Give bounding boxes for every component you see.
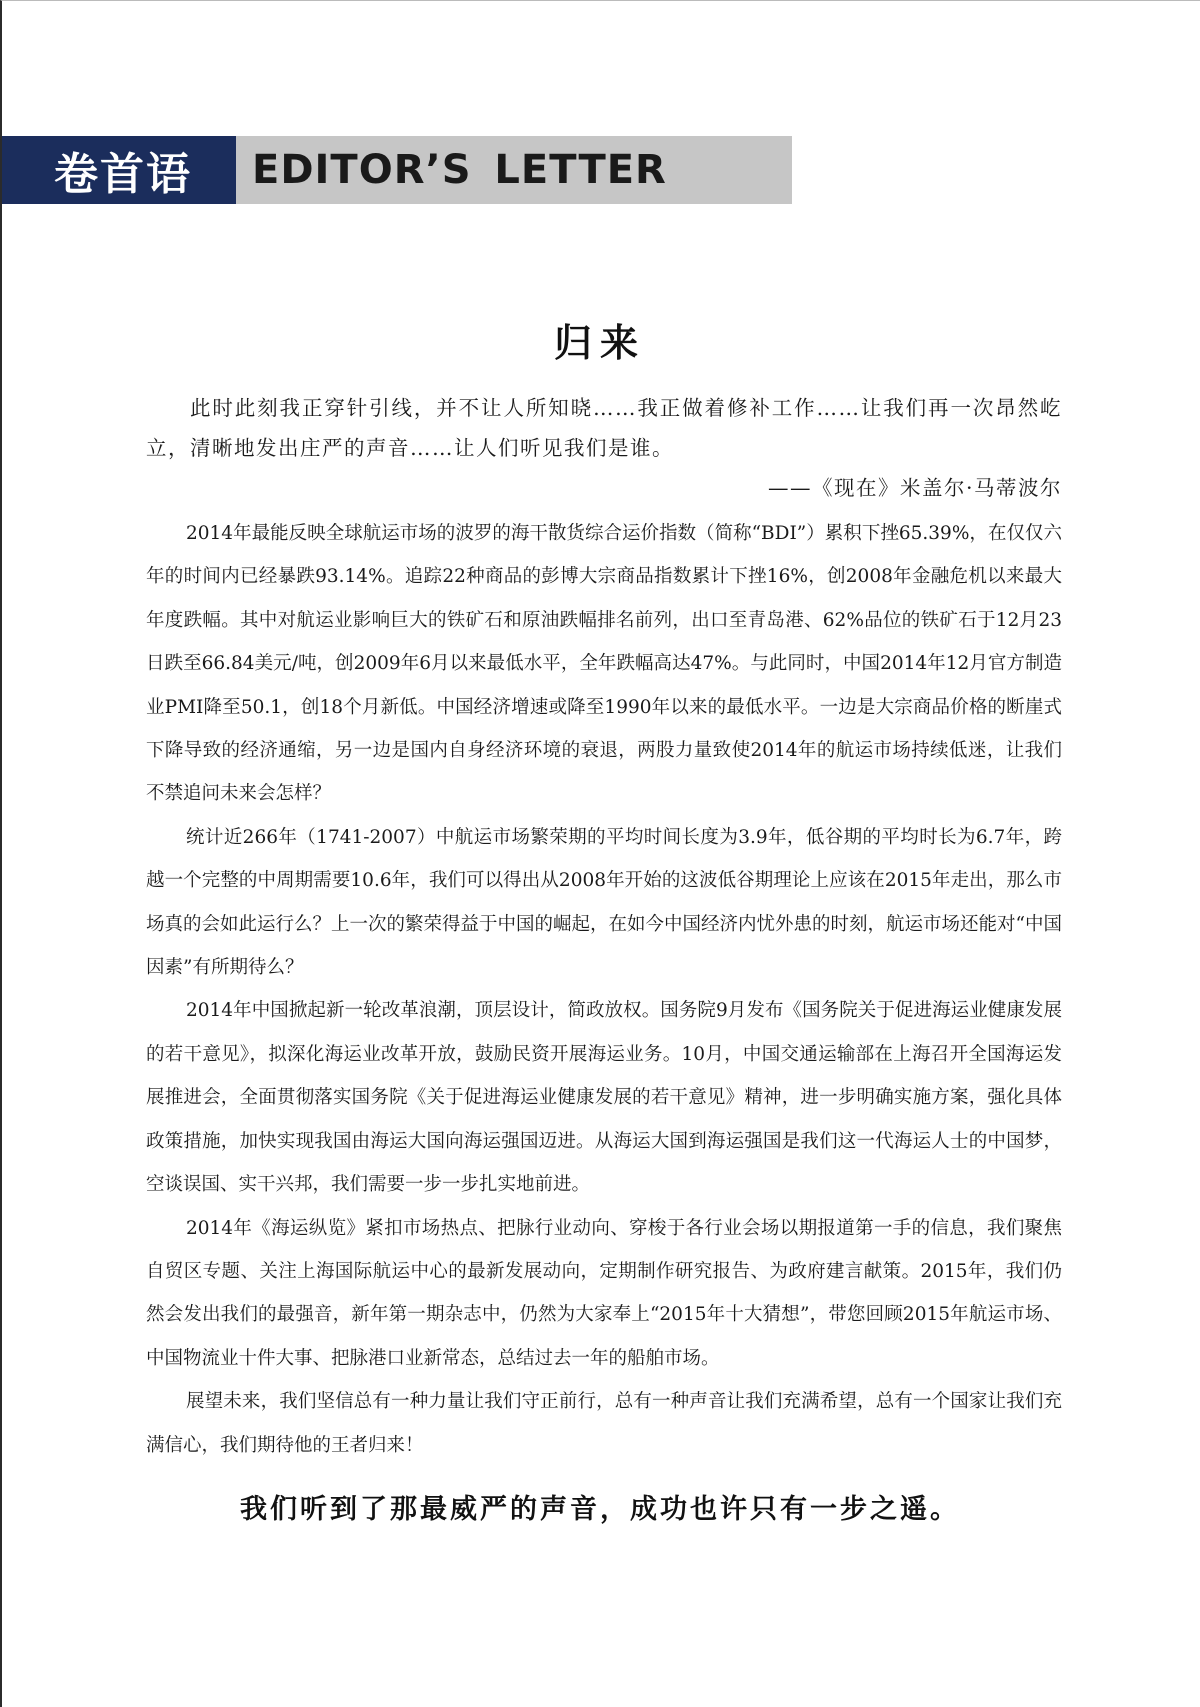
- section-label-cn-block: [2, 136, 236, 204]
- body-paragraph-3: 2014年中国掀起新一轮改革浪潮，顶层设计，简政放权。国务院9月发布《国务院关于促进海运业健康发展的若干意见》，拟深化海运业改革开放，鼓励民资开展海运业务。10月，中国交通运输部在上海召开全国海运发展推进会，全面贯彻落实国务院《关于促进海运业健康发展的若干意见》精神，进一步明确实施方案，强化具体政策措施，加快实现我国由海运大国向海运强国迈进。从海运大国到海运强国是我们这一代海运人士的中国梦，空谈误国、实干兴邦，我们需要一步一步扎实地前进。: [146, 1000, 1062, 1196]
- section-label-cn: 卷首语: [54, 149, 192, 200]
- body-paragraph-4: 2014年《海运纵览》紧扣市场热点、把脉行业动向、穿梭于各行业会场以期报道第一手的信息，我们聚焦自贸区专题、关注上海国际航运中心的最新发展动向，定期制作研究报告、为政府建言献策。2015年，我们仍然会发出我们的最强音，新年第一期杂志中，仍然为大家奉上“2015年十大猜想”，带您回顾2015年航运市场、中国物流业十件大事、把脉港口业新常态，总结过去一年的船舶市场。: [146, 1217, 1062, 1369]
- epigraph: 此时此刻我正穿针引线，并不让人所知晓……我正做着修补工作……让我们再一次昂然屹立，清晰地发出庄严的声音……让人们听见我们是谁。: [146, 396, 1062, 460]
- body-paragraph-5: 展望未来，我们坚信总有一种力量让我们守正前行，总有一种声音让我们充满希望，总有一个国家让我们充满信心，我们期待他的王者归来！: [146, 1391, 1062, 1456]
- section-label-en-block: [236, 136, 792, 204]
- body-paragraph-1: 2014年最能反映全球航运市场的波罗的海干散货综合运价指数（简称“BDI”）累积下挫65.39%，在仅仅六年的时间内已经暴跌93.14%。追踪22种商品的彭博大宗商品指数累计下挫16%，创2008年金融危机以来最大年度跌幅。其中对航运业影响巨大的铁矿石和原油跌幅排名前列，出口至青岛港、62%品位的铁矿石于12月23日跌至66.84美元/吨，创2009年6月以来最低水平，全年跌幅高达47%。与此同时，中国2014年12月官方制造业PMI降至50.1，创18个月新低。中国经济增速或降至1990年以来的最低水平。一边是大宗商品价格的断崖式下降导致的经济通缩，另一边是国内自身经济环境的衰退，两股力量致使2014年的航运市场持续低迷，让我们不禁追问未来会怎样？: [146, 523, 1062, 805]
- article-title: 归来: [553, 321, 646, 365]
- closing-line: 我们听到了那最威严的声音，成功也许只有一步之遥。: [240, 1494, 960, 1525]
- body-paragraph-2: 统计近266年（1741-2007）中航运市场繁荣期的平均时间长度为3.9年，低谷期的平均时长为6.7年，跨越一个完整的中周期需要10.6年，我们可以得出从2008年开始的这波低谷期理论上应该在2015年走出，那么市场真的会如此运行么？上一次的繁荣得益于中国的崛起，在如今中国经济内忧外患的时刻，航运市场还能对“中国因素”有所期待么？: [146, 826, 1062, 979]
- article-body: [146, 512, 1062, 1467]
- section-banner: [2, 136, 792, 204]
- section-label-en: EDITOR’S LETTER: [252, 147, 667, 193]
- epigraph-attribution: ——《现在》米盖尔·马蒂波尔: [767, 476, 1062, 500]
